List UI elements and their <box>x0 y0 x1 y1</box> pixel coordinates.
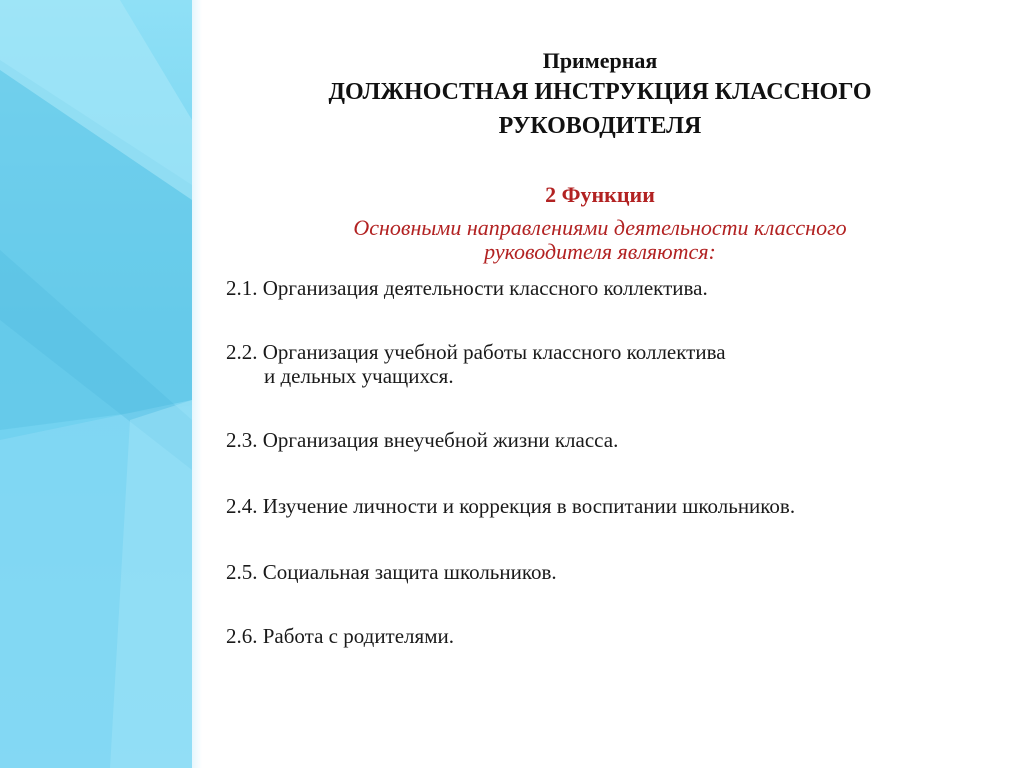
decorative-background-shapes <box>0 0 192 768</box>
list-item <box>226 428 996 452</box>
list-item-text: 2.3. Организация внеучебной жизни класса. <box>226 428 619 452</box>
slide-title <box>210 48 990 142</box>
title-line-1: Примерная <box>542 48 658 73</box>
list-item <box>226 276 996 300</box>
list-item-text: 2.1. Организация деятельности классного коллектива. <box>226 276 708 300</box>
list-item-text: 2.5. Социальная защита школьников. <box>226 560 557 584</box>
decorative-side-panel <box>0 0 192 768</box>
list-item-text: 2.2. Организация учебной работы классного коллектива <box>226 340 726 364</box>
title-line-2: ДОЛЖНОСТНАЯ ИНСТРУКЦИЯ КЛАССНОГО <box>328 79 872 105</box>
list-item-continuation: и дельных учащихся. <box>264 364 454 388</box>
section-intro <box>210 216 990 264</box>
list-item-text: 2.6. Работа с родителями. <box>226 624 454 648</box>
panel-divider-strip <box>192 0 202 768</box>
section-heading: 2 Функции <box>545 182 655 207</box>
intro-line-2: руководителя являются: <box>484 239 716 264</box>
list-item <box>226 340 996 388</box>
list-item <box>226 494 996 518</box>
list-item-text: 2.4. Изучение личности и коррекция в воспитании школьников. <box>226 494 796 518</box>
list-item <box>226 624 996 648</box>
title-line-3: РУКОВОДИТЕЛЯ <box>498 113 702 139</box>
slide-content <box>210 0 1010 768</box>
list-item <box>226 560 996 584</box>
intro-line-1: Основными направлениями деятельности классного <box>353 215 847 240</box>
